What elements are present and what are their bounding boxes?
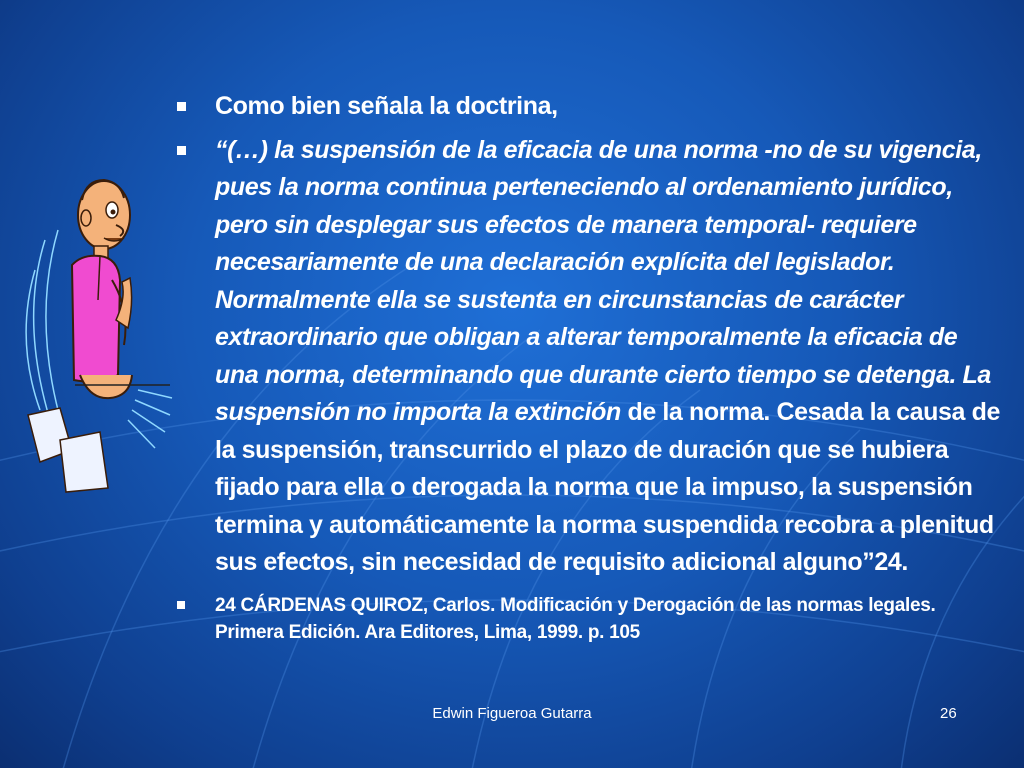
footer-author: Edwin Figueroa Gutarra bbox=[432, 705, 592, 722]
square-bullet-icon bbox=[177, 601, 185, 609]
thinking-man-clipart bbox=[20, 170, 180, 500]
quote-italic-text: “(…) la suspensión de la eficacia de una norma -no de su vigencia, pues la norma continua perteneciendo al ordenamiento jurídico, pero sin desplegar sus efectos de manera temporal- requiere necesariamente de una declaración explícita del legislador. Normalmente ella se sustenta en circunstancias de carácter extraordinario que obligan a alterar temporalmente la eficacia de una norma, determinando que durante cierto tiempo se detenga. La suspensión no importa la extinción bbox=[215, 135, 991, 426]
slide-body bbox=[172, 88, 1002, 646]
bullet-quote bbox=[172, 132, 1002, 582]
bullet-intro-text: Como bien señala la doctrina, bbox=[215, 92, 558, 120]
reference-text: 24 CÁRDENAS QUIROZ, Carlos. Modificación y Derogación de las normas legales. Primera Edición. Ara Editores, Lima, 1999. p. 105 bbox=[215, 594, 936, 643]
slide-page-number: 26 bbox=[940, 705, 957, 722]
quote-regular-text: de la norma. Cesada la causa de la suspensión, transcurrido el plazo de duración que se hubiera fijado para ella o derogada la norma que la impuso, la suspensión termina y automáticamente la norma suspendida recobra a plenitud sus efectos, sin necesidad de requisito adicional alguno”24. bbox=[215, 398, 1000, 576]
square-bullet-icon bbox=[177, 146, 186, 155]
square-bullet-icon bbox=[177, 102, 186, 111]
bullet-intro bbox=[172, 88, 1002, 126]
bullet-reference bbox=[172, 592, 1002, 646]
